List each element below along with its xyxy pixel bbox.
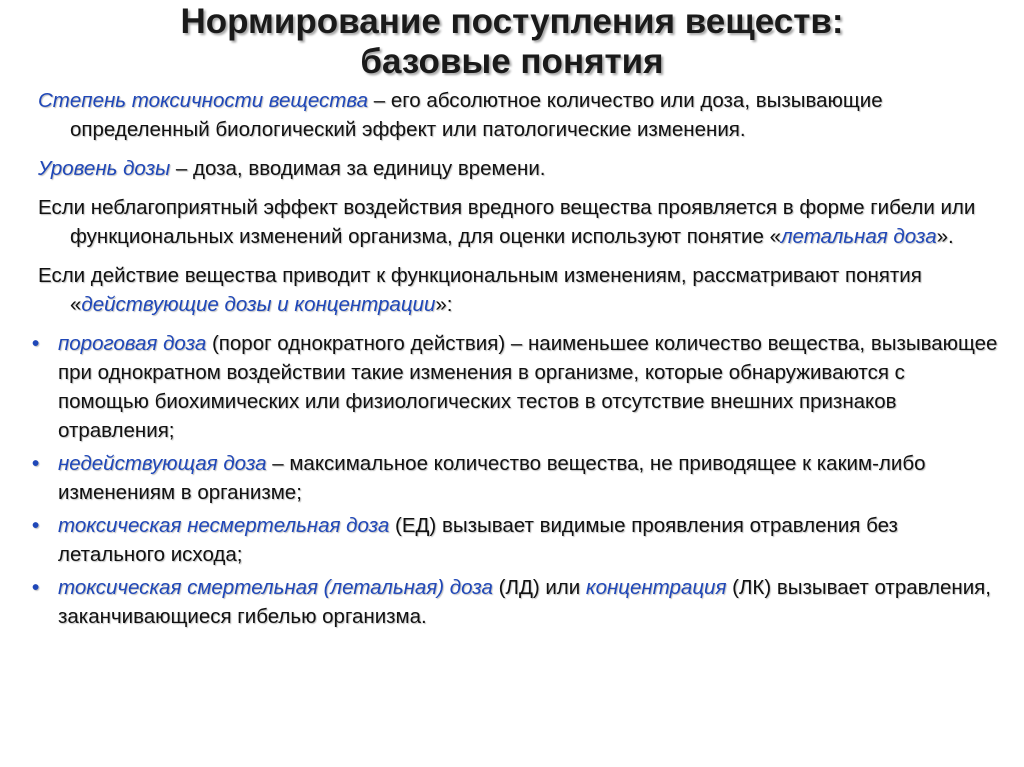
dose-types-list — [32, 329, 998, 631]
list-item-end: (ЛК) вызывает отравления, заканчивающиеся гибелью организма. — [58, 576, 991, 628]
paragraph-text: Если действие вещества приводит к функциональным изменениям, рассматривают понятия « — [38, 264, 922, 316]
list-item — [32, 573, 998, 631]
title-line-2: базовые понятия — [360, 42, 664, 81]
term-effective-doses: действующие дозы и концентрации — [81, 293, 436, 316]
bullet-icon: • — [32, 452, 40, 475]
term-threshold-dose: пороговая доза — [58, 332, 207, 355]
list-item — [32, 449, 998, 507]
title-line-1: Нормирование поступления веществ: — [180, 2, 844, 41]
list-item-text: – максимальное количество вещества, не приводящее к каким-либо изменениям в организме; — [58, 452, 926, 504]
bullet-icon: • — [32, 514, 40, 537]
paragraph-lethal-dose — [38, 193, 998, 251]
list-item-text: (ЛД) или — [492, 576, 586, 599]
list-item-text: (порог однократного действия) – наименьшее количество вещества, вызывающее при однократном воздействии такие изменения в организме, которые обнаруживаются с помощью биохимических или физиологических тестов в отсутствие внешних признаков отравления; — [58, 332, 998, 442]
term-toxic-lethal-dose: токсическая смертельная (летальная) доза — [58, 576, 493, 599]
term-toxic-nonlethal-dose: токсическая несмертельная доза — [58, 514, 390, 537]
paragraph-end: »: — [435, 293, 453, 316]
bullet-icon: • — [32, 332, 40, 355]
term-ineffective-dose: недействующая доза — [58, 452, 267, 475]
term-toxicity-degree: Степень токсичности вещества — [38, 89, 369, 112]
bullet-icon: • — [32, 576, 40, 599]
paragraph-dose-level — [38, 154, 998, 183]
slide-title — [0, 2, 1024, 82]
list-item — [32, 329, 998, 445]
list-item-text: (ЕД) вызывает видимые проявления отравления без летального исхода; — [58, 514, 898, 566]
slide-body — [32, 86, 998, 635]
paragraph-toxicity-degree — [38, 86, 998, 144]
paragraph-text: – доза, вводимая за единицу времени. — [170, 157, 546, 180]
paragraph-end: ». — [936, 225, 954, 248]
term-dose-level: Уровень дозы — [38, 157, 171, 180]
list-item — [32, 511, 998, 569]
term-lethal-dose: летальная доза — [780, 225, 937, 248]
paragraph-text: – его абсолютное количество или доза, вызывающие определенный биологический эффект или патологические изменения. — [70, 89, 883, 141]
term-concentration: концентрация — [585, 576, 727, 599]
paragraph-text: Если неблагоприятный эффект воздействия вредного вещества проявляется в форме гибели или функциональных изменений организма, для оценки используют понятие « — [38, 196, 976, 248]
paragraph-effective-doses — [38, 261, 998, 319]
